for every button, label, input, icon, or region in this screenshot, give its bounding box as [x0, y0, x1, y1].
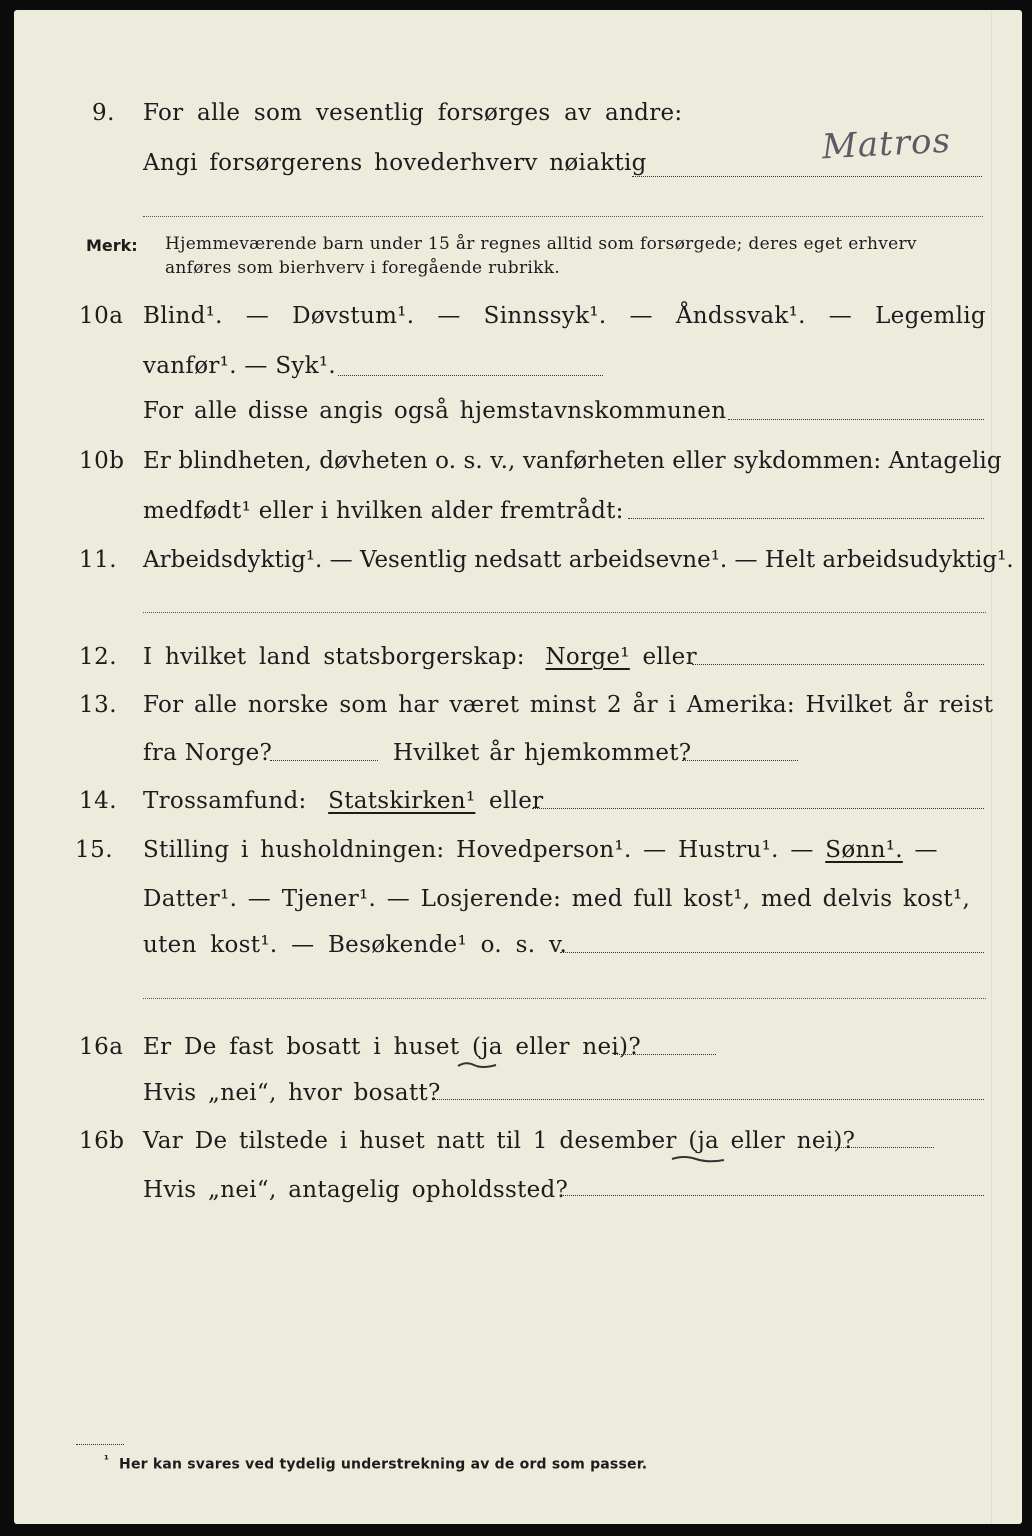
q15-dots — [560, 952, 984, 953]
q16b-line1 — [143, 1128, 855, 1154]
q15-answer-underlined: Sønn¹. — [825, 837, 903, 863]
q12-dots — [692, 664, 984, 665]
merk-label: Merk: — [86, 236, 138, 255]
footnote-text: Her kan svares ved tydelig understrekning av de ord som passer. — [119, 1456, 648, 1473]
q16a-marked-answer: ja — [481, 1034, 503, 1060]
q16a-handwritten-underline — [456, 1060, 498, 1070]
q10b-line2-dots — [628, 518, 984, 519]
q10a-option-sinnssyk: Sinnssyk¹. — [483, 303, 607, 329]
q14-answer-underlined: Statskirken¹ — [328, 788, 476, 814]
q10a-option-blind: Blind¹. — [143, 303, 223, 329]
q10b-number: 10b — [79, 448, 125, 474]
q13-year-right-dots — [682, 760, 798, 761]
q16b-line1-suffix: eller nei)? — [719, 1128, 856, 1154]
q16a-line1 — [143, 1034, 641, 1060]
q10a-option-andssvak: Åndssvak¹. — [675, 303, 806, 329]
q10a-line3-dots — [728, 419, 984, 420]
q14-suffix: eller — [489, 788, 544, 814]
q10a-option-dovstum: Døvstum¹. — [292, 303, 415, 329]
q15-line1-prefix: Stilling i husholdningen: Hovedperson¹. — Hustru¹. — — [143, 837, 814, 863]
q9-line2: Angi forsørgerens hovederhverv nøiaktig — [143, 150, 647, 176]
q16a-line1-suffix: eller nei)? — [502, 1034, 641, 1060]
q16b-line2: Hvis „nei“, antagelig opholdssted? — [143, 1177, 569, 1203]
q10b-line2: medfødt¹ eller i hvilken alder fremtrådt: — [143, 498, 624, 524]
q10a-dash: — — [245, 303, 270, 329]
q16a-line1-dots — [614, 1054, 716, 1055]
q12-suffix: eller — [642, 644, 697, 670]
q16b-marked-answer: ja — [697, 1128, 720, 1154]
q16b-number: 16b — [79, 1128, 125, 1154]
q13-number: 13. — [79, 692, 118, 718]
q14-number: 14. — [79, 788, 118, 814]
q16b-line2-dots — [560, 1195, 984, 1196]
q16a-line2: Hvis „nei“, hvor bosatt? — [143, 1080, 441, 1106]
merk-line1: Hjemmeværende barn under 15 år regnes alltid som forsørgede; deres eget erhverv — [165, 234, 917, 254]
q16b-line1-dots — [834, 1147, 934, 1148]
q10a-line2: vanfør¹. — Syk¹. — [143, 353, 337, 379]
q11-line1: Arbeidsdyktig¹. — Vesentlig nedsatt arbeidsevne¹. — Helt arbeidsudyktig¹. — [143, 547, 1014, 573]
q15-line2: Datter¹. — Tjener¹. — Losjerende: med full kost¹, med delvis kost¹, — [143, 886, 971, 912]
q11-extra-line — [143, 612, 986, 613]
q12-line — [143, 644, 697, 670]
q13-year-left-dots — [270, 760, 378, 761]
q13-line2b: Hvilket år hjemkommet? — [393, 740, 692, 766]
q15-extra-line — [143, 998, 986, 999]
q14-prefix: Trossamfund: — [143, 788, 307, 814]
q9-handwritten-answer: Matros — [821, 120, 952, 168]
q14-line — [143, 788, 543, 814]
q15-line1-suffix: — — [914, 837, 938, 863]
q10a-line1 — [143, 303, 986, 329]
q14-dots — [532, 808, 984, 809]
q9-extra-line — [143, 216, 983, 217]
q16a-number: 16a — [79, 1034, 124, 1060]
q12-prefix: I hvilket land statsborgerskap: — [143, 644, 525, 670]
q9-number: 9. — [92, 100, 115, 126]
q10a-option-legemlig: Legemlig — [875, 303, 986, 329]
q16a-line2-dots — [432, 1099, 984, 1100]
q12-number: 12. — [79, 644, 118, 670]
q15-line1 — [143, 837, 938, 863]
footnote-rule — [76, 1444, 124, 1445]
q10a-line3: For alle disse angis også hjemstavnskommunen — [143, 398, 727, 424]
footnote — [104, 1453, 647, 1473]
q13-line1: For alle norske som har været minst 2 år i Amerika: Hvilket år reist — [143, 692, 994, 718]
footnote-mark: ¹ — [104, 1453, 110, 1466]
q10a-dash: — — [629, 303, 653, 329]
q15-number: 15. — [75, 837, 114, 863]
q9-line1: For alle som vesentlig forsørges av andre: — [143, 100, 683, 126]
q16a-line1-prefix: Er De fast bosatt i huset ( — [143, 1034, 482, 1060]
q10a-dash: — — [437, 303, 461, 329]
q10a-line2-dots — [338, 375, 603, 376]
q12-answer-underlined: Norge¹ — [545, 644, 630, 670]
merk-line2: anføres som bierhverv i foregående rubrikk. — [165, 258, 561, 278]
q10a-number: 10a — [79, 303, 124, 329]
q10a-dash: — — [828, 303, 853, 329]
q11-number: 11. — [79, 547, 118, 573]
q16b-line1-prefix: Var De tilstede i huset natt til 1 desember ( — [143, 1128, 698, 1154]
q16b-handwritten-underline — [670, 1154, 726, 1164]
q13-line2a: fra Norge? — [143, 740, 273, 766]
q10b-line1: Er blindheten, døvheten o. s. v., vanførheten eller sykdommen: Antagelig — [143, 448, 1002, 474]
q9-answer-line — [632, 176, 982, 177]
q15-line3: uten kost¹. — Besøkende¹ o. s. v. — [143, 932, 568, 958]
